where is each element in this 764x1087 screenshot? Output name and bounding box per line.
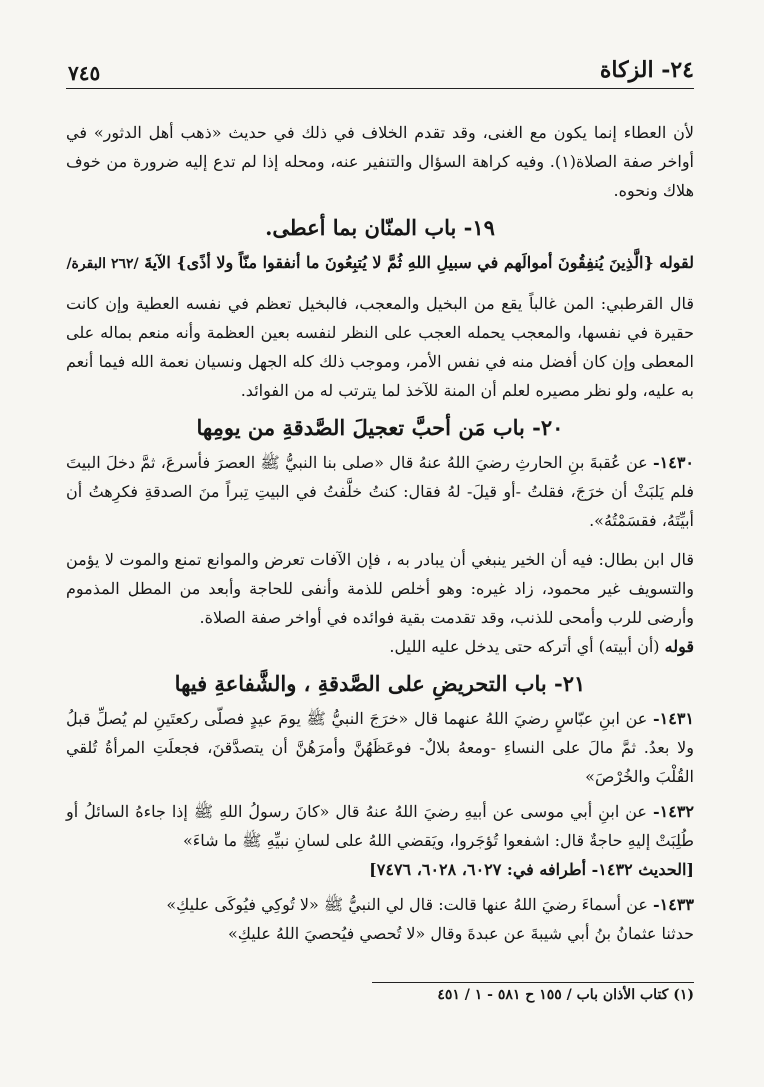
qurtubi-commentary: قال القرطبي: المن غالباً يقع من البخيل والمعجب، فالبخيل تعظم في نفسه العطية وإن كانت حقيرة في نفسها، والمعجب يحمله العجب على النظر لنفسه بعين العظمة وأنه منعم بماله على المعطى وإن كان أفضل منه في نفس الأمر، وموجب ذلك كله الجهل ونسيان نعمة الله فيما أنعم به عليه، ولو نظر مصيره لعلم أن المنة للآخذ لما يترتب له من الفوائد.: [66, 294, 694, 400]
page-body: [66, 118, 694, 948]
hadith-1430: [66, 448, 694, 535]
hadith-number: ١٤٣١-: [652, 709, 694, 728]
hadith-text: عن ابنِ عبّاسٍ رضيَ اللهُ عنهما قال «خرَجَ النبيُّ ﷺ يومَ عيدٍ فصلّى ركعتَينِ لم يُصلِّ قبلُ ولا بعدُ. ثمَّ مالَ على النساءِ -ومعهُ بلالٌ- فوعَظَهُنَّ وأمرَهُنَّ أن يتصدَّقنَ، فجعلَتِ المرأةُ تُلقي القُلْبَ والخُرْصَ»: [66, 709, 695, 786]
quran-verse: [66, 248, 694, 279]
chapter-title: ٢٤- الزكاة: [599, 57, 694, 83]
header-rule: [66, 88, 694, 89]
hadith-text: عن أسماءَ رضيَ اللهُ عنها قالت: قال لي النبيُّ ﷺ «لا تُوكِي فيُوكَى عليكِ»: [166, 895, 648, 914]
hadith-number: ١٤٣٢-: [652, 802, 694, 821]
hadith-1433-chain: حدثنا عثمانُ بنُ أبي شيبةَ عن عبدةَ وقال «لا تُحصي فيُحصيَ اللهُ عليكِ»: [227, 924, 694, 943]
page-number: ٧٤٥: [68, 61, 101, 85]
intro-paragraph: لأن العطاء إنما يكون مع الغنى، وقد تقدم الخلاف في ذلك في حديث «ذهب أهل الدثور» في أواخر صفة الصلاة(١). وفيه كراهة السؤال والتنفير عنه، ومحله إذا لم تدع إليه ضرورة من خوف هلاك ونحوه.: [66, 123, 694, 200]
hadith-1432: [66, 797, 694, 855]
qawluhu-text: (أن أبيته) أي أتركه حتى يدخل عليه الليل.: [389, 637, 660, 656]
running-header: [66, 55, 694, 89]
hadith-number: ١٤٣٠-: [652, 453, 694, 472]
qawluhu-note: [66, 632, 694, 661]
chapter-heading-20: ٢٠- باب مَن أحبَّ تعجيلَ الصَّدقةِ من يومِها: [196, 415, 564, 440]
hadith-text: عن عُقبةَ بنِ الحارثِ رضيَ اللهُ عنهُ قال «صلى بنا النبيُّ ﷺ العصرَ فأسرعَ، ثمَّ دخلَ البيتَ فلم يَلبَثْ أن خرَجَ، فقلتُ -أو قيلَ- لهُ فقال: كنتُ خلَّفتُ في البيتِ تِبراً منَ الصدقةِ فكرِهتُ أن أبيِّتَهُ، فقسَمْتُهُ».: [66, 453, 694, 530]
chapter-heading-19: ١٩- باب المنّان بما أعطى.: [265, 215, 495, 240]
hadith-1431: [66, 704, 694, 791]
hadith-1432-cross-reference: [الحديث ١٤٣٢- أطرافه في: ٦٠٢٧، ٦٠٢٨، ٧٤٧٦]: [369, 860, 694, 879]
verse-text: لقوله {الَّذِينَ يُنفِقُونَ أموالَهم في سبيلِ اللهِ ثُمَّ لا يُتبِعُونَ ما أنفقوا منّاً ولا أذًى} الآيةَ: [144, 253, 694, 272]
hadith-1433: [66, 890, 694, 919]
hadith-number: ١٤٣٣-: [652, 895, 694, 914]
ibn-battal-commentary: قال ابن بطال: فيه أن الخير ينبغي أن يبادر به ، فإن الآفات تعرض والموانع تمنع والموت لا يؤمن والتسويف غير محمود، زاد غيره: وهو أخلص للذمة وأنفى للحاجة وأبعد من المطل المذموم وأرضى للرب وأمحى للذنب، وقد تقدمت بقية فوائده في أواخر صفة الصلاة.: [66, 550, 694, 627]
qawluhu-label: قوله: [664, 637, 694, 656]
verse-reference: /٢٦٢ البقرة/: [66, 256, 139, 272]
footnote: (١) كتاب الأذان باب / ١٥٥ ح ٥٨١ - ١ / ٤٥١: [437, 987, 694, 1003]
hadith-text: عن ابنِ أبي موسى عن أبيهِ رضيَ اللهُ عنهُ قال «كانَ رسولُ اللهِ ﷺ إذا جاءهُ السائلُ أو طُلِبَتْ إليهِ حاجةٌ قال: اشفعوا تُؤجَروا، ويَقضي اللهُ على لسانِ نبيِّهِ ﷺ ما شاءَ»: [66, 802, 694, 850]
footnote-rule: [372, 982, 694, 983]
chapter-heading-21: ٢١- باب التحريضِ على الصَّدقةِ ، والشَّفاعةِ فيها: [174, 671, 586, 696]
